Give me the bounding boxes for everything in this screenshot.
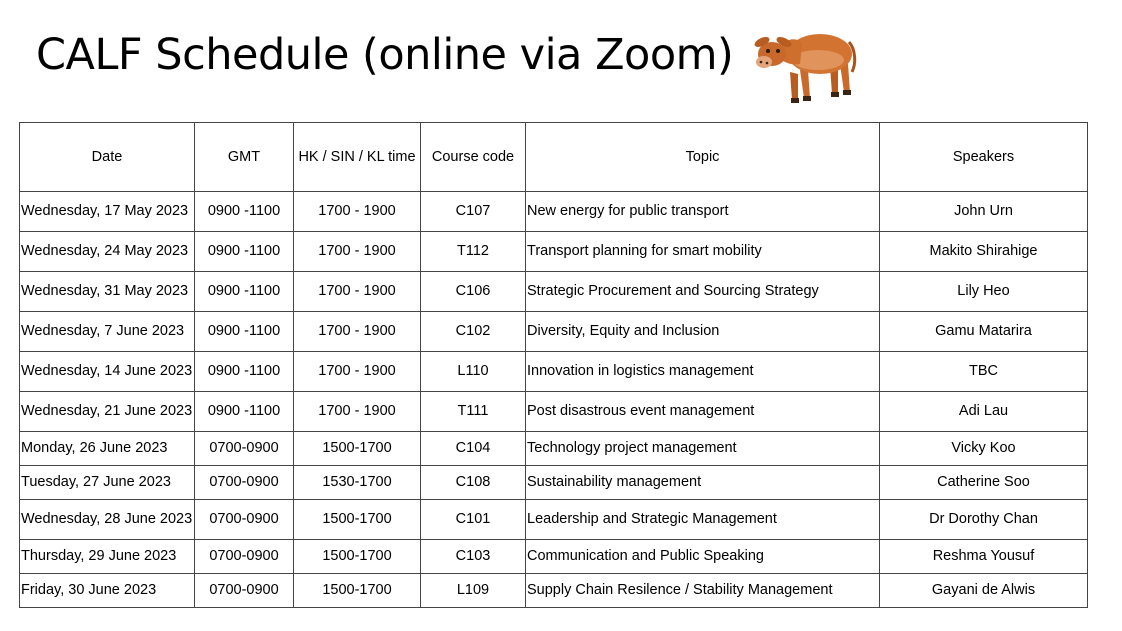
table-row [20,352,1088,392]
cell-gmt: 0900 -1100 [195,232,294,272]
cell-topic: New energy for public transport [526,192,880,232]
cell-topic: Post disastrous event management [526,392,880,432]
cell-course-code: T112 [421,232,526,272]
table-row [20,312,1088,352]
cell-date: Wednesday, 7 June 2023 [20,312,195,352]
cell-speaker: Gamu Matarira [880,312,1088,352]
table-row [20,500,1088,540]
cell-date: Tuesday, 27 June 2023 [20,466,195,500]
cell-course-code: C107 [421,192,526,232]
schedule-table [19,122,1088,608]
cell-gmt: 0700-0900 [195,500,294,540]
cell-date: Wednesday, 24 May 2023 [20,232,195,272]
calf-icon [748,14,862,110]
table-row [20,432,1088,466]
cell-local-time: 1500-1700 [294,432,421,466]
cell-topic: Supply Chain Resilence / Stability Management [526,574,880,608]
cell-topic: Innovation in logistics management [526,352,880,392]
cell-course-code: C104 [421,432,526,466]
table-row [20,192,1088,232]
cell-speaker: Gayani de Alwis [880,574,1088,608]
cell-gmt: 0900 -1100 [195,192,294,232]
cell-date: Friday, 30 June 2023 [20,574,195,608]
header-course-code: Course code [421,123,526,192]
header-gmt: GMT [195,123,294,192]
cell-course-code: L110 [421,352,526,392]
cell-course-code: L109 [421,574,526,608]
cell-gmt: 0700-0900 [195,574,294,608]
table-header-row [20,123,1088,192]
cell-date: Wednesday, 28 June 2023 [20,500,195,540]
cell-local-time: 1500-1700 [294,574,421,608]
cell-local-time: 1500-1700 [294,500,421,540]
cell-speaker: Catherine Soo [880,466,1088,500]
cell-gmt: 0900 -1100 [195,352,294,392]
table-row [20,540,1088,574]
cell-date: Thursday, 29 June 2023 [20,540,195,574]
cell-topic: Technology project management [526,432,880,466]
cell-date: Wednesday, 31 May 2023 [20,272,195,312]
cell-local-time: 1530-1700 [294,466,421,500]
page-title: CALF Schedule (online via Zoom) [36,30,734,80]
cell-topic: Diversity, Equity and Inclusion [526,312,880,352]
cell-gmt: 0700-0900 [195,540,294,574]
cell-date: Wednesday, 17 May 2023 [20,192,195,232]
cell-speaker: John Urn [880,192,1088,232]
table-row [20,272,1088,312]
header-date: Date [20,123,195,192]
cell-local-time: 1700 - 1900 [294,192,421,232]
table-row [20,466,1088,500]
cell-speaker: Lily Heo [880,272,1088,312]
cell-course-code: C103 [421,540,526,574]
header-local-time: HK / SIN / KL time [294,123,421,192]
cell-topic: Strategic Procurement and Sourcing Strategy [526,272,880,312]
cell-course-code: C102 [421,312,526,352]
cell-date: Monday, 26 June 2023 [20,432,195,466]
cell-speaker: Makito Shirahige [880,232,1088,272]
cell-local-time: 1700 - 1900 [294,352,421,392]
table-row [20,392,1088,432]
cell-gmt: 0700-0900 [195,466,294,500]
cell-topic: Leadership and Strategic Management [526,500,880,540]
cell-local-time: 1700 - 1900 [294,272,421,312]
cell-topic: Communication and Public Speaking [526,540,880,574]
cell-course-code: C101 [421,500,526,540]
cell-speaker: Vicky Koo [880,432,1088,466]
cell-speaker: TBC [880,352,1088,392]
cell-local-time: 1700 - 1900 [294,312,421,352]
header-speakers: Speakers [880,123,1088,192]
cell-local-time: 1500-1700 [294,540,421,574]
cell-speaker: Dr Dorothy Chan [880,500,1088,540]
cell-topic: Sustainability management [526,466,880,500]
cell-speaker: Reshma Yousuf [880,540,1088,574]
cell-gmt: 0900 -1100 [195,392,294,432]
cell-course-code: C108 [421,466,526,500]
cell-local-time: 1700 - 1900 [294,232,421,272]
cell-course-code: C106 [421,272,526,312]
cell-gmt: 0900 -1100 [195,272,294,312]
cell-speaker: Adi Lau [880,392,1088,432]
header-topic: Topic [526,123,880,192]
cell-local-time: 1700 - 1900 [294,392,421,432]
cell-date: Wednesday, 21 June 2023 [20,392,195,432]
table-row [20,574,1088,608]
cell-date: Wednesday, 14 June 2023 [20,352,195,392]
cell-topic: Transport planning for smart mobility [526,232,880,272]
cell-course-code: T111 [421,392,526,432]
cell-gmt: 0900 -1100 [195,312,294,352]
cell-gmt: 0700-0900 [195,432,294,466]
table-row [20,232,1088,272]
